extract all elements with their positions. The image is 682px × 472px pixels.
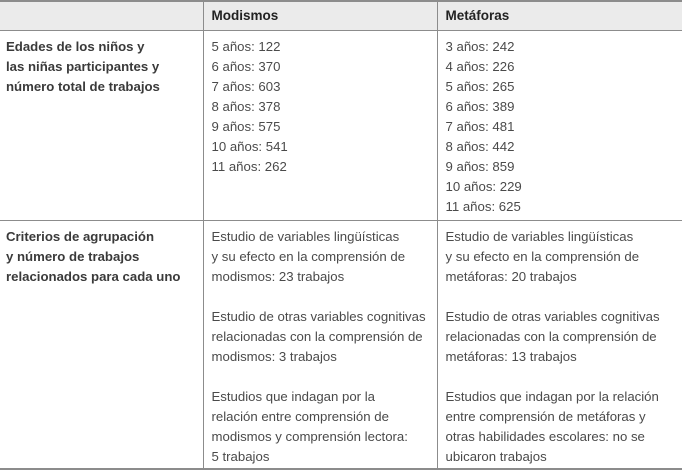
text-line: Estudio de variables lingüísticas bbox=[211, 228, 400, 244]
label-line: Criterios de agrupación bbox=[6, 228, 155, 244]
age-count: 7 años: 481 bbox=[445, 118, 515, 134]
cell-metaforas-ages bbox=[437, 30, 682, 220]
age-count: 5 años: 265 bbox=[445, 78, 515, 94]
age-count: 6 años: 389 bbox=[445, 98, 515, 114]
text-line: metáforas: 20 trabajos bbox=[445, 268, 577, 284]
text-line: 5 trabajos bbox=[211, 448, 270, 464]
header-row bbox=[0, 1, 682, 30]
age-count: 4 años: 226 bbox=[445, 58, 515, 74]
age-count: 7 años: 603 bbox=[211, 78, 281, 94]
text-line: modismos: 23 trabajos bbox=[211, 268, 345, 284]
text-line: Estudio de variables lingüísticas bbox=[445, 228, 634, 244]
header-modismos: Modismos bbox=[203, 1, 437, 30]
label-line: las niñas participantes y bbox=[6, 58, 160, 74]
text-line: Estudios que indagan por la relación bbox=[445, 388, 659, 404]
text-line: otras habilidades escolares: no se bbox=[445, 428, 645, 444]
criterion-paragraph bbox=[446, 387, 675, 467]
text-line: y su efecto en la comprensión de bbox=[445, 248, 640, 264]
text-line: y su efecto en la comprensión de bbox=[211, 248, 406, 264]
label-line: Edades de los niños y bbox=[6, 38, 145, 54]
text-line: relacionadas con la comprensión de bbox=[445, 328, 657, 344]
row-label-criteria bbox=[0, 220, 203, 469]
age-count: 9 años: 859 bbox=[445, 158, 515, 174]
text-line: Estudio de otras variables cognitivas bbox=[445, 308, 660, 324]
age-count: 5 años: 122 bbox=[211, 38, 281, 54]
label-line: y número de trabajos bbox=[6, 248, 140, 264]
criterion-paragraph bbox=[446, 307, 675, 367]
age-count: 10 años: 229 bbox=[445, 178, 522, 194]
criterion-paragraph bbox=[212, 387, 429, 467]
text-line: modismos: 3 trabajos bbox=[211, 348, 337, 364]
age-count: 6 años: 370 bbox=[211, 58, 281, 74]
header-metaforas: Metáforas bbox=[437, 1, 682, 30]
criterion-paragraph bbox=[446, 227, 675, 287]
cell-modismos-ages bbox=[203, 30, 437, 220]
age-count: 9 años: 575 bbox=[211, 118, 281, 134]
age-count: 10 años: 541 bbox=[211, 138, 288, 154]
cell-modismos-criteria bbox=[203, 220, 437, 469]
text-line: entre comprensión de metáforas y bbox=[445, 408, 646, 424]
age-count: 3 años: 242 bbox=[445, 38, 515, 54]
text-line: relacionadas con la comprensión de bbox=[211, 328, 423, 344]
age-count: 8 años: 378 bbox=[211, 98, 281, 114]
text-line: relación entre comprensión de bbox=[211, 408, 389, 424]
text-line: Estudios que indagan por la bbox=[211, 388, 375, 404]
text-line: metáforas: 13 trabajos bbox=[445, 348, 577, 364]
table-row-criteria bbox=[0, 220, 682, 469]
text-line: Estudio de otras variables cognitivas bbox=[211, 308, 426, 324]
header-empty bbox=[0, 1, 203, 30]
age-count: 8 años: 442 bbox=[445, 138, 515, 154]
text-line: modismos y comprensión lectora: bbox=[211, 428, 408, 444]
row-label-ages bbox=[0, 30, 203, 220]
criterion-paragraph bbox=[212, 227, 429, 287]
age-count: 11 años: 262 bbox=[211, 158, 287, 174]
cell-metaforas-criteria bbox=[437, 220, 682, 469]
age-count: 11 años: 625 bbox=[445, 198, 521, 214]
label-line: relacionados para cada uno bbox=[6, 268, 181, 284]
criterion-paragraph bbox=[212, 307, 429, 367]
text-line: ubicaron trabajos bbox=[445, 448, 547, 464]
label-line: número total de trabajos bbox=[6, 78, 160, 94]
table-row-ages bbox=[0, 30, 682, 220]
